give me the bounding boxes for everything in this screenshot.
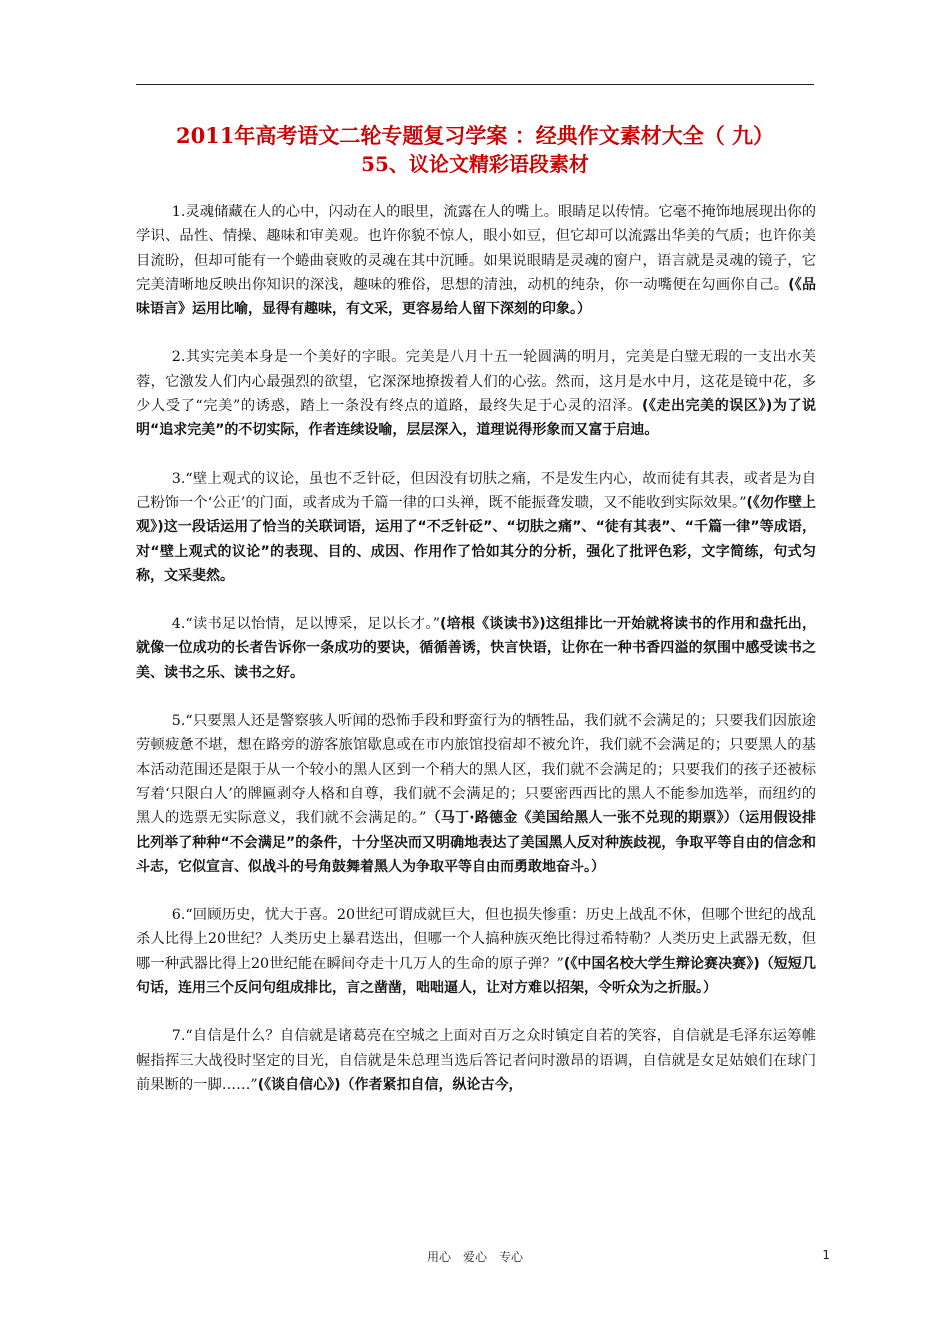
- paragraph-6: [136, 903, 816, 1000]
- paragraph-commentary: (培根《谈读书》)这组排比一开始就将读书的作用和盘托出，就像一位成功的长者告诉你一条成功的要诀，循循善诱，快言快语，让你在一种书香四溢的氛围中感受读书之美、读书之乐、读书之好。: [136, 616, 817, 681]
- document-body: [136, 200, 816, 1121]
- paragraph-5: [136, 709, 816, 879]
- paragraph-commentary: (《品味语言》运用比喻，显得有趣味，有文采，更容易给人留下深刻的印象。）: [136, 276, 816, 318]
- page-footer: 用心 爱心 专心: [426, 1250, 523, 1264]
- paragraph-commentary: (《中国名校大学生辩论赛决赛》)（短短几句话，连用三个反问句组成排比，言之凿凿，咄咄逼人，让对方难以招架，令听众为之折服。）: [136, 955, 816, 997]
- paragraph-text: 4.“读书足以怡情，足以博采，足以长才。”: [171, 616, 441, 633]
- paragraph-text: 6.“回顾历史，忧大于喜。20世纪可谓成就巨大，但也损失惨重：历史上战乱不休，但哪个世纪的战乱杀人比得上20世纪？人类历史上暴君迭出，但哪一个人搞种族灭绝比得过希特勒？人类历史上武器无数，但哪一种武器比得上20世纪能在瞬间夺走十几万人的生命的原子弹？”: [136, 907, 816, 972]
- paragraph-text: 1.灵魂储藏在人的心中，闪动在人的眼里，流露在人的嘴上。眼睛足以传情。它毫不掩饰地展现出你的学识、品性、情操、趣味和审美观。也许你貌不惊人，眼小如豆，但它却可以流露出华美的气质；也许你美目流盼，但却可能有一个蜷曲衰败的灵魂在其中沉睡。如果说眼睛是灵魂的窗户，语言就是灵魂的镜子，它完美清晰地反映出你知识的深浅，趣味的雅俗，思想的清浊，动机的纯杂，你一动嘴便在勾画你自己。: [136, 204, 816, 293]
- paragraph-commentary: (《走出完美的误区》)为了说明“追求完美”的不切实际，作者连续设喻，层层深入，道理说得形象而又富于启迪。: [136, 398, 817, 439]
- paragraph-text: 5.“只要黑人还是警察骇人听闻的恐怖手段和野蛮行为的牺牲品，我们就不会满足的；只要我们因旅途劳顿疲惫不堪，想在路旁的游客旅馆歇息或在市内旅馆投宿却不被允许，我们就不会满足的；只要黑人的基本活动范围还是限于从一个较小的黑人区到一个稍大的黑人区，我们就不会满足的；只要我们的孩子还被标写着‘只限白人’的牌匾剥夺人格和自尊，我们就不会满足的；只要密西西比的黑人不能参加选举，而纽约的黑人的选票无实际意义，我们就不会满足的。”: [136, 713, 816, 827]
- paragraph-text: 3.“壁上观式的议论，虽也不乏针砭，但因没有切肤之痛，不是发生内心，故而徒有其表，或者是为自己粉饰一个‘公正’的门面，或者成为千篇一律的口头禅，既不能振聋发聩，又不能收到实际效果。”: [136, 470, 816, 511]
- paragraph-1: [136, 200, 816, 321]
- paragraph-text: 2.其实完美本身是一个美好的字眼。完美是八月十五一轮圆满的明月，完美是白璧无瑕的一支出水芙蓉，它激发人们内心最强烈的欲望，它深深地撩拨着人们的心弦。然而，这月是水中月，这花是镜中花，多少人受了“完美”的诱惑，踏上一条没有终点的道路，最终失足于心灵的沼泽。: [136, 349, 816, 415]
- paragraph-2: [136, 345, 816, 442]
- document-title: 2011年高考语文二轮专题复习学案 ：经典作文素材大全（ 九）: [175, 123, 775, 148]
- paragraph-text: 7.“自信是什么？自信就是诸葛亮在空城之上面对百万之众时镇定自若的笑容，自信就是毛泽东运筹帷幄指挥三大战役时坚定的目光，自信就是朱总理当选后答记者问时激昂的语调，自信就是女足姑娘们在球门前果断的一脚……”: [136, 1028, 816, 1093]
- header-rule: [136, 84, 814, 85]
- page-number: 1: [822, 1248, 830, 1262]
- document-subtitle: 55、议论文精彩语段素材: [361, 152, 589, 176]
- paragraph-commentary: （马丁·路德金《美国给黑人一张不兑现的期票》）（运用假设排比列举了种种“不会满足”的条件，十分坚决而又明确地表达了美国黑人反对种族歧视，争取平等自由的信念和斗志，它似宣言、似战斗的号角鼓舞着黑人为争取平等自由而勇敢地奋斗。）: [136, 810, 816, 875]
- paragraph-4: [136, 612, 816, 685]
- paragraph-commentary: (《勿作壁上观》)这一段话运用了恰当的关联词语，运用了“不乏针砭”、“切肤之痛”、“徒有其表”、“千篇一律”等成语，对“壁上观式的议论”的表现、目的、成因、作用作了恰如其分的分析，强化了批评色彩，文字简练，句式匀称，文采斐然。: [136, 494, 816, 584]
- paragraph-7: [136, 1024, 816, 1097]
- paragraph-3: [136, 467, 816, 588]
- paragraph-commentary: (《谈自信心》)（作者紧扣自信，纵论古今，: [257, 1076, 523, 1093]
